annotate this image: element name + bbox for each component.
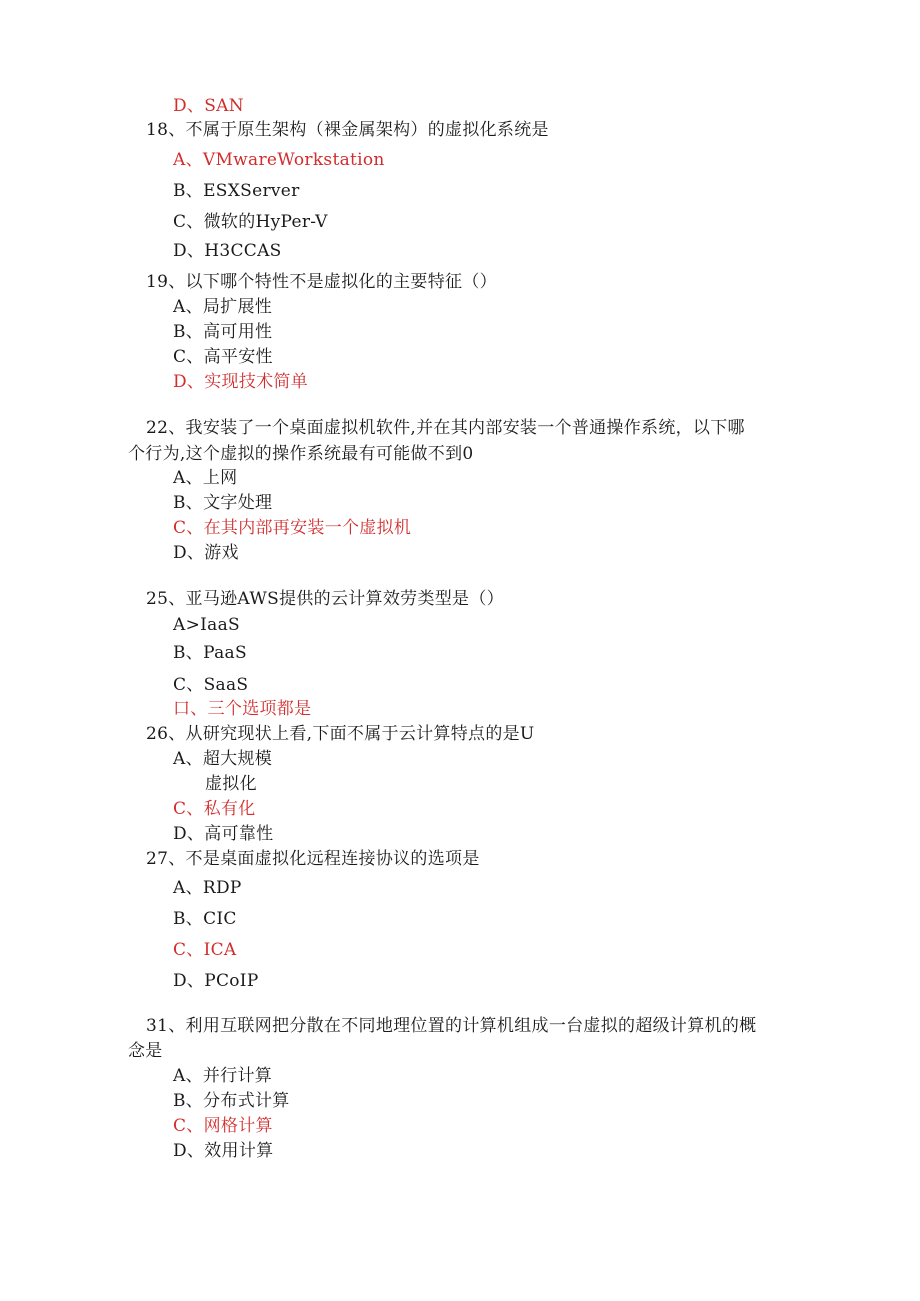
- q19-option-b: B、高可用性: [173, 322, 273, 342]
- q22-option-a: A、上网: [173, 468, 238, 488]
- q25-option-a: A>IaaS: [173, 615, 240, 635]
- q22-stem-line2: 个行为,这个虚拟的操作系统最有可能做不到0: [128, 444, 474, 464]
- q31-stem-line2: 念是: [128, 1041, 163, 1061]
- q26-option-c-answer: C、私有化: [173, 799, 256, 819]
- q18-option-c: C、微软的HyPer-V: [173, 212, 328, 232]
- q27-stem: 27、不是桌面虚拟化远程连接协议的选项是: [146, 849, 480, 869]
- q17-option-d-answer: D、SAN: [173, 96, 244, 116]
- q19-option-d-answer: D、实现技术简单: [173, 372, 309, 392]
- q27-option-a: A、RDP: [173, 878, 242, 898]
- q22-stem-line1: 22、我安装了一个桌面虚拟机软件,并在其内部安装一个普通操作系统，以下哪: [146, 418, 745, 438]
- q19-stem: 19、以下哪个特性不是虚拟化的主要特征（）: [146, 272, 497, 292]
- q27-option-d: D、PCoIP: [173, 971, 259, 991]
- q25-option-b: B、PaaS: [173, 643, 247, 663]
- q22-option-d: D、游戏: [173, 543, 239, 563]
- q19-option-a: A、局扩展性: [173, 297, 273, 317]
- q25-stem: 25、亚马逊AWS提供的云计算效劳类型是（）: [146, 589, 504, 609]
- q27-option-b: B、CIC: [173, 909, 237, 929]
- q25-option-d-answer: 口、三个选项都是: [173, 699, 312, 719]
- q18-option-d: D、H3CCAS: [173, 241, 282, 261]
- q26-stem: 26、从研究现状上看,下面不属于云计算特点的是U: [146, 724, 535, 744]
- q18-option-b: B、ESXServer: [173, 181, 300, 201]
- q26-option-b: 虚拟化: [205, 774, 257, 794]
- q31-option-b: B、分布式计算: [173, 1091, 290, 1111]
- q18-option-a-answer: A、VMwareWorkstation: [173, 150, 385, 170]
- q22-option-b: B、文字处理: [173, 493, 273, 513]
- q26-option-a: A、超大规模: [173, 749, 273, 769]
- q31-option-d: D、效用计算: [173, 1141, 274, 1161]
- q31-option-c-answer: C、网格计算: [173, 1116, 273, 1136]
- q27-option-c-answer: C、ICA: [173, 940, 237, 960]
- q22-option-c-answer: C、在其内部再安装一个虚拟机: [173, 518, 412, 538]
- q31-stem-line1: 31、利用互联网把分散在不同地理位置的计算机组成一台虚拟的超级计算机的概: [146, 1016, 757, 1036]
- q19-option-c: C、高平安性: [173, 347, 273, 367]
- q26-option-d: D、高可靠性: [173, 824, 274, 844]
- q25-option-c: C、SaaS: [173, 675, 249, 695]
- q18-stem: 18、不属于原生架构（裸金属架构）的虚拟化系统是: [146, 120, 549, 140]
- q31-option-a: A、并行计算: [173, 1066, 273, 1086]
